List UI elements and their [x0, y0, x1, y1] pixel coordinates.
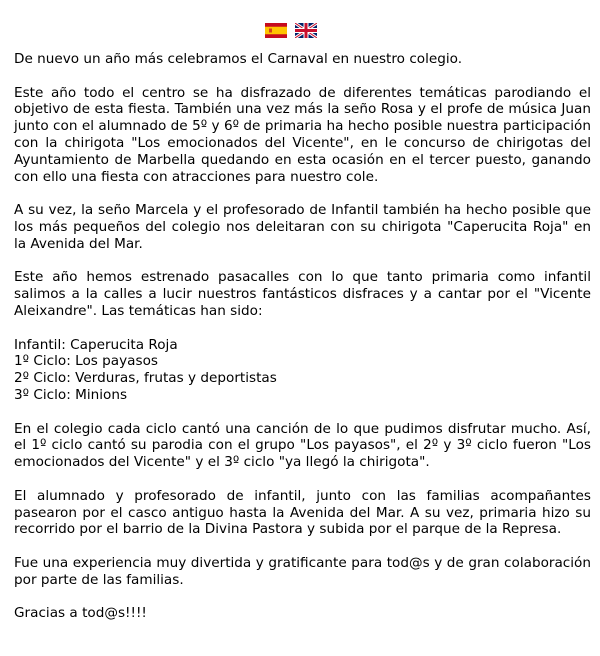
list-item: 1º Ciclo: Los payasos	[14, 353, 158, 370]
uk-flag-icon[interactable]	[295, 23, 317, 38]
language-switcher	[265, 23, 317, 38]
experience-paragraph: Fue una experiencia muy divertida y gratificante para tod@s y de gran colaboración por parte de las familias.	[14, 554, 591, 588]
route-paragraph: El alumnado y profesorado de infantil, junto con las familias acompañantes pasearon por el casco antiguo hasta la Avenida del Mar. A su vez, primaria hizo su recorrido por el barrio de la Divina Pastora y subida por el parque de la Represa.	[14, 487, 591, 538]
infantil-paragraph: A su vez, la seño Marcela y el profesorado de Infantil también ha hecho posible que los más pequeños del colegio nos deleitaran con su chirigota "Caperucita Roja" en la Avenida del Mar.	[14, 202, 591, 252]
intro-paragraph: De nuevo un año más celebramos el Carnaval en nuestro colegio.	[14, 51, 463, 67]
pasacalles-paragraph: Este año hemos estrenado pasacalles con lo que tanto primaria como infantil salimos a la calles a lucir nuestros fantásticos disfraces y a cantar por el "Vicente Aleixandre". Las temáticas han sido:	[14, 269, 591, 319]
chirigota-paragraph: Este año todo el centro se ha disfrazado de diferentes temáticas parodiando el objetivo de esta fiesta. También una vez más la seño Rosa y el profe de música Juan junto con el alumnado de 5º y 6º de primaria ha hecho posible nuestra participación con la chirigota "Los emocionados del Vicente", en le concurso de chirigotas del Ayuntamiento de Marbella quedando en esta ocasión en el tercer puesto, ganando con ello una fiesta con atracciones para nuestro cole.	[14, 84, 591, 185]
list-item: 2º Ciclo: Verduras, frutas y deportistas	[14, 370, 277, 387]
spanish-flag-icon[interactable]	[265, 23, 287, 38]
list-item: 3º Ciclo: Minions	[14, 386, 128, 403]
article-body	[14, 51, 591, 639]
songs-paragraph: En el colegio cada ciclo cantó una canción de lo que pudimos disfrutar mucho. Así, el 1º ciclo cantó su parodia con el grupo "Los payasos", el 2º y 3º ciclo fueron "Los emocionados del Vicente" y el 3º ciclo "ya llegó la chirigota".	[14, 420, 591, 471]
themes-list	[14, 337, 591, 404]
thanks-paragraph: Gracias a tod@s!!!!	[14, 605, 147, 622]
list-item: Infantil: Caperucita Roja	[14, 336, 178, 353]
